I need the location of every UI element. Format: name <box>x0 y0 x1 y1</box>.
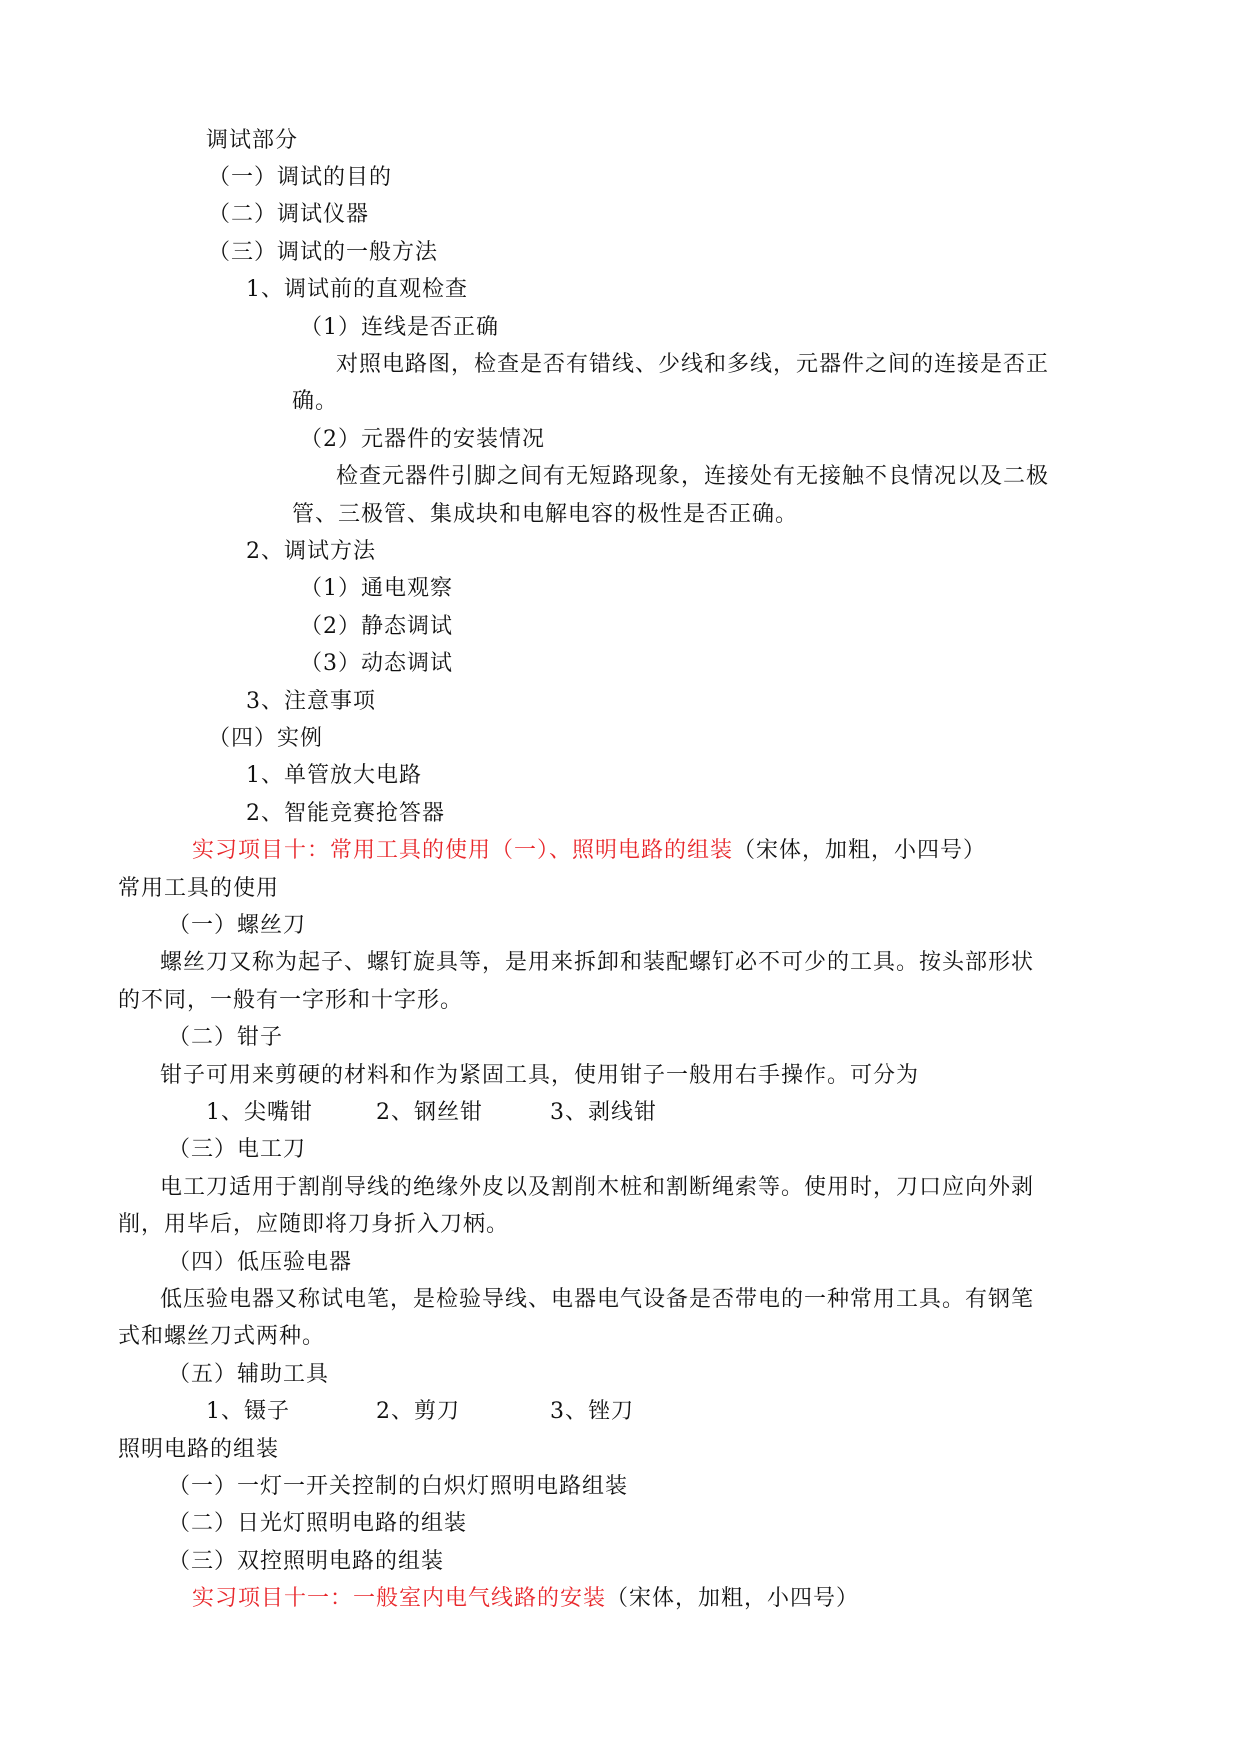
example-single-transistor-amp: 1、单管放大电路 <box>246 763 422 788</box>
pliers-type-wire: 2、钢丝钳 <box>376 1100 483 1125</box>
heading-pliers: （二）钳子 <box>168 1025 284 1050</box>
heading-debug-instruments: （二）调试仪器 <box>208 202 370 227</box>
item-power-on-observe: （1）通电观察 <box>300 576 453 601</box>
heading-auxiliary-tools: （五）辅助工具 <box>168 1362 330 1387</box>
heading-two-way-circuit: （三）双控照明电路的组装 <box>168 1549 445 1574</box>
paragraph-voltage-tester-cont: 式和螺丝刀式两种。 <box>118 1324 326 1349</box>
heading-fluorescent-circuit: （二）日光灯照明电路的组装 <box>168 1511 468 1536</box>
item-dynamic-debug: （3）动态调试 <box>300 651 453 676</box>
project-10-title: 实习项目十：常用工具的使用（一）、照明电路的组装 <box>192 838 734 863</box>
project-11-title: 实习项目十一：一般室内电气线路的安装 <box>192 1586 607 1611</box>
paragraph-component-check: 检查元器件引脚之间有无短路现象，连接处有无接触不良情况以及二极 <box>336 464 1050 489</box>
section-title-tools: 常用工具的使用 <box>118 876 280 901</box>
subheading-debug-method: 2、调试方法 <box>246 539 376 564</box>
example-quiz-buzzer: 2、智能竞赛抢答器 <box>246 801 445 826</box>
paragraph-screwdriver-cont: 的不同，一般有一字形和十字形。 <box>118 988 464 1013</box>
heading-electrician-knife: （三）电工刀 <box>168 1137 307 1162</box>
aux-tool-tweezers: 1、镊子 <box>206 1399 290 1424</box>
item-wiring-correct: （1）连线是否正确 <box>300 315 499 340</box>
paragraph-wiring-check-cont: 确。 <box>292 389 339 414</box>
paragraph-voltage-tester: 低压验电器又称试电笔，是检验导线、电器电气设备是否带电的一种常用工具。有钢笔 <box>160 1287 1035 1312</box>
heading-screwdriver: （一）螺丝刀 <box>168 913 307 938</box>
project-10-heading <box>192 838 986 864</box>
aux-tool-scissors: 2、剪刀 <box>376 1399 460 1424</box>
section-title-debugging: 调试部分 <box>206 128 299 153</box>
heading-debug-purpose: （一）调试的目的 <box>208 165 393 190</box>
item-static-debug: （2）静态调试 <box>300 614 453 639</box>
section-title-lighting: 照明电路的组装 <box>118 1437 280 1462</box>
aux-tool-file: 3、锉刀 <box>550 1399 634 1424</box>
project-11-heading <box>192 1586 859 1612</box>
project-11-format-note: （宋体，加粗，小四号） <box>606 1586 860 1611</box>
paragraph-wiring-check: 对照电路图，检查是否有错线、少线和多线，元器件之间的连接是否正 <box>336 352 1050 377</box>
paragraph-electrician-knife: 电工刀适用于割削导线的绝缘外皮以及割削木桩和割断绳索等。使用时，刀口应向外剥 <box>160 1175 1035 1200</box>
subheading-visual-check: 1、调试前的直观检查 <box>246 277 468 302</box>
paragraph-pliers: 钳子可用来剪硬的材料和作为紧固工具，使用钳子一般用右手操作。可分为 <box>160 1063 920 1088</box>
paragraph-screwdriver: 螺丝刀又称为起子、螺钉旋具等，是用来拆卸和装配螺钉必不可少的工具。按头部形状 <box>160 950 1035 975</box>
heading-examples: （四）实例 <box>208 726 324 751</box>
project-10-format-note: （宋体，加粗，小四号） <box>733 838 987 863</box>
paragraph-component-check-cont: 管、三极管、集成块和电解电容的极性是否正确。 <box>292 502 799 527</box>
pliers-type-stripper: 3、剥线钳 <box>550 1100 657 1125</box>
paragraph-electrician-knife-cont: 削，用毕后，应随即将刀身折入刀柄。 <box>118 1212 510 1237</box>
heading-debug-methods: （三）调试的一般方法 <box>208 240 439 265</box>
heading-incandescent-circuit: （一）一灯一开关控制的白炽灯照明电路组装 <box>168 1474 629 1499</box>
pliers-type-needle-nose: 1、尖嘴钳 <box>206 1100 313 1125</box>
subheading-precautions: 3、注意事项 <box>246 689 376 714</box>
heading-voltage-tester: （四）低压验电器 <box>168 1250 353 1275</box>
item-component-install: （2）元器件的安装情况 <box>300 427 545 452</box>
